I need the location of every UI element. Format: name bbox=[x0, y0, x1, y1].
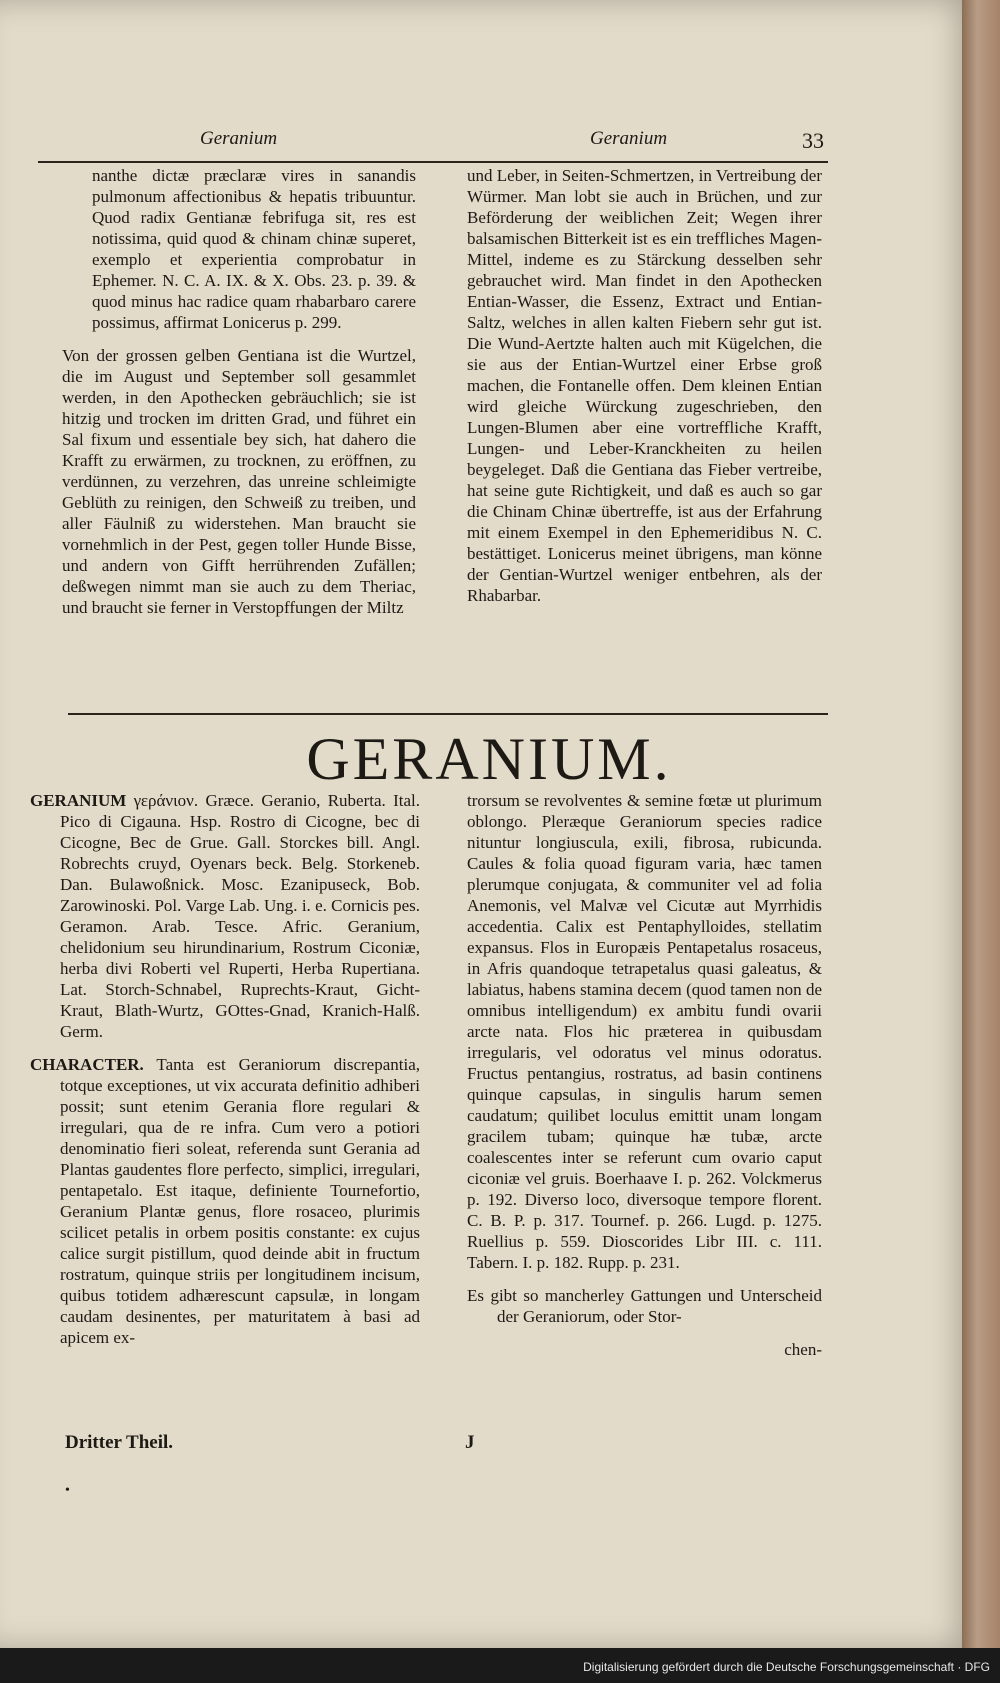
character-lead: CHARACTER. bbox=[30, 1055, 144, 1074]
bottom-right-column bbox=[467, 790, 822, 1360]
species-paragraph: Es gibt so mancherley Gattungen und Unterscheid der Geraniorum, oder Stor- bbox=[467, 1286, 822, 1326]
running-head-left: Geranium bbox=[200, 128, 278, 149]
running-head-middle: Geranium bbox=[590, 128, 668, 149]
ink-dot: • bbox=[65, 1483, 70, 1498]
catchword: chen- bbox=[784, 1340, 822, 1359]
synonyms-paragraph bbox=[30, 790, 420, 1042]
character-paragraph bbox=[30, 1054, 420, 1348]
latin-paragraph: nanthe dictæ præclaræ vires in sanandis pulmonum affectionibus & hepatis tribuuntur. Quod radix Gentianæ febrifuga sit, res est notissima, quid quod & chinam chinæ superet, exemplo et experientia comprobatur in Ephemer. N. C. A. IX. & X. Obs. 23. p. 39. & quod minus hac radice quam rhabarbaro carere possimus, affirmat Lonicerus p. 299. bbox=[92, 166, 416, 332]
description-paragraph: trorsum se revolventes & semine fœtæ ut plurimum oblongo. Pleræque Geraniorum species radice nituntur longiuscula, exili, fibrosa, rubicunda. Caules & folia quoad figuram varia, hæc tamen plerumque conjugata, & communiter vel ad folia Anemonis, vel Malvæ vel Cicutæ aut Myrrhidis accedentia. Calix est Pentaphylloides, stellatim expansus. Flos in Europæis Pentapetalus rosaceus, in Afris quandoque tetrapetalus quasi galeatus, & labiatus, habens stamina decem (quod tamen non de omnibus intelligendum) ex ambitu fundi ovarii arcte nata. Flos hic præterea in quibusdam irregularis, vel odoratus vel minus odoratus. Fructus pentangius, rostratus, ad basin continens quinque capsulas, in singulis harum semen caudatum; quilibet loculus emittit unam longam gracilem tubam; quinque hæ tubæ, arcte coalescentes inter se referunt cum ovario caput ciconiæ vel gruis. Boerhaave I. p. 262. Volckmerus p. 192. Diverso loco, diversoque tempore florent. C. B. P. p. 317. Tournef. p. 266. Lugd. p. 1275. Ruellius p. 559. Dioscorides Libr III. c. 111. Tabern. I. p. 182. Rupp. p. 231. bbox=[467, 791, 822, 1272]
book-spine bbox=[962, 0, 1000, 1648]
signature-mark: J bbox=[465, 1432, 475, 1453]
header-rule bbox=[38, 161, 828, 163]
geranium-lead: GERANIUM bbox=[30, 791, 127, 810]
character-text: Tanta est Geraniorum discrepantia, totque exceptiones, ut vix accurata definitio adhiberi possit; sunt etenim Gerania flore regulari & irregulari, qua de re infra. Cum vero a potiori denominatio fieri soleat, referenda sunt Gerania ad Plantas gaudentes flore perfecto, simplici, irregulari, pentapetalo. Est itaque, definiente Tournefortio, Geranium Plantæ genus, flore rosaceo, plurimis scilicet petalis in orbem positis constante: ex cujus calice surgit pistillum, quod deinde abit in fructum rostratum, quinque striis per longitudinem incisum, quibus totidem adhærescunt capsulæ, in longam caudam desinentes, per maturitatem à basi ad apicem ex- bbox=[60, 1055, 420, 1347]
top-left-column bbox=[62, 165, 416, 630]
page-number: 33 bbox=[802, 128, 824, 153]
german-paragraph: Von der grossen gelben Gentiana ist die Wurtzel, die im August und September soll gesammlet werden, in den Apothecken gebräuchlich; sie ist hitzig und trocken im dritten Grad, und führet ein Sal fixum und essentiale bey sich, hat dahero die Krafft zu erwärmen, zu trocknen, zu eröffnen, zu verdünnen, zu verzehren, das unreine schleimigte Geblüth zu reinigen, den Schweiß zu treiben, und aller Fäulniß zu widerstehen. Man braucht sie vornehmlich in der Pest, gegen toller Hunde Bisse, und andern von Gifft herrührenden Zufällen; deßwegen nimmt man sie auch zu dem Theriac, und braucht sie ferner in Verstopffungen der Miltz bbox=[62, 346, 416, 617]
german-paragraph-continued: und Leber, in Seiten-Schmertzen, in Vertreibung der Würmer. Man lobt sie auch in Brüchen, und zur Beförderung der weiblichen Zeit; Wegen ihrer balsamischen Bitterkeit ist es ein treffliches Magen-Mittel, indeme es zu Stärckung desselben sehr gebrauchet wird. Man findet in den Apothecken Entian-Wasser, die Essenz, Extract und Entian-Saltz, welches in allen kalten Fiebern sehr gut ist. Die Wund-Aertzte halten auch mit Kügelchen, die sie aus der Entian-Wurtzel einer Erbse groß machen, die Fontanelle offen. Dem kleinen Entian wird gleiche Würckung zugeschrieben, den Lungen-Blumen aber eine vortreffliche Krafft, Lungen- und Leber-Kranckheiten zu heilen beygeleget. Daß die Gentiana das Fieber vertreibe, hat seine gute Richtigkeit, und daß es auch so gar die Chinam Chinæ übertreffe, ist aus der Erfahrung mit einem Exempel in den Ephemeridibus N. C. bestättiget. Lonicerus meinet übrigens, man könne der Gentian-Wurtzel weniger entbehren, als der Rhabarbar. bbox=[467, 166, 822, 605]
signature-left: Dritter Theil. bbox=[65, 1432, 173, 1453]
top-right-column bbox=[467, 165, 822, 618]
synonyms-text: γεράνιον. Græce. Geranio, Ruberta. Ital. Pico di Cigauna. Hsp. Rostro di Cicogne, bec di Cicogne, Bec de Grue. Gall. Storckes bill. Angl. Robrechts cruyd, Oyenars beck. Belg. Storkeneb. Dan. Bulawoßnick. Mosc. Ezanipuseck, Bob. Zarowinoski. Pol. Varge Lab. Ung. i. e. Cornicis pes. Geramon. Arab. Tesce. Afric. Geranium, chelidonium seu hirundinarium, Rostrum Ciconiæ, herba divi Roberti vel Ruperti, Herba Rupertiana. Lat. Storch-Schnabel, Ruprechts-Kraut, Gicht-Kraut, Blath-Wurtz, GOttes-Gnad, Kranich-Halß. Germ. bbox=[60, 791, 420, 1041]
article-title: GERANIUM. bbox=[306, 726, 672, 792]
digitization-credit: Digitalisierung gefördert durch die Deutsche Forschungsgemeinschaft · DFG bbox=[583, 1660, 990, 1674]
bottom-left-column bbox=[30, 790, 420, 1360]
section-rule bbox=[68, 713, 828, 715]
